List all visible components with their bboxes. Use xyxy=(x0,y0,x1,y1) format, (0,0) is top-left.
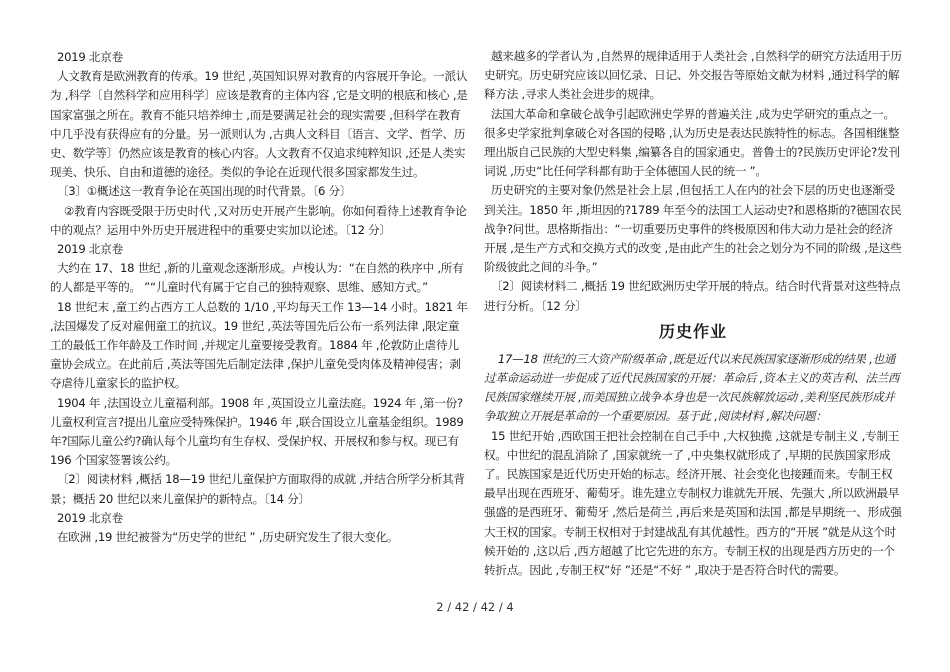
question: 〔3〕①概述这一教育争论在英国出现的时代背景。〔6 分〕 xyxy=(56,184,352,199)
question: ②教育内容既受限于历史时代 ,又对历史开展产生影响。你如何看待上述教育争论中的观点？运用中外历史开展进程中的重要史实加以论述。〔12 分〕 xyxy=(50,203,467,237)
question: 〔2〕阅读材料 ,概括 18—19 世纪儿童保护方面取得的成就 ,并结合所学分析其背景；概括 20 世纪以来儿童保护的新特点。〔14 分〕 xyxy=(50,472,465,506)
paragraph: 1904 年 ,法国设立儿童福利部。1908 年 ,英国设立儿童法庭。1924 年 ,第一份?儿童权利宣言?提出儿童应受特殊保护。1946 年 ,联合国设立儿童基金组织。1989 年?国际儿童公约?确认每个儿童均有生存权、受保护权、开展权和参与权。现已有 196 个国家签署该公约。 xyxy=(50,395,464,468)
intro-paragraph: 17—18 世纪的三大资产阶级革命 ,既是近代以来民族国家逐渐形成的结果 ,也通过革命运动进一步促成了近代民族国家的开展：革命后 ,资本主义的英吉利、法兰西民族国家继续开展 ,而美国独立战争本身也是一次民族解放运动 ,美利坚民族形成并争取独立开展是革命的一个重要原因。基于此 ,阅读材料 ,解决问题： xyxy=(484,351,900,424)
page-number: 2 / 42 / 42 / 4 xyxy=(436,600,514,614)
question: 〔2〕阅读材料二 ,概括 19 世纪欧洲历史学开展的特点。结合时代背景对这些特点进行分析。〔12 分〕 xyxy=(484,279,901,313)
source-tag: 2019 北京卷 xyxy=(56,50,123,64)
paragraph: 15 世纪开始 ,西欧国王把社会控制在自己手中 ,大权独揽 ,这就是专制主义 ,专制王权。中世纪的混乱消除了 ,国家就统一了 ,中央集权就形成了 ,早期的民族国家形成了。民族国家是近代历史开始的标志。经济开展、社会变化也接踵而来。专制王权最早出现在西班牙、葡萄牙。谁先建立专制权力谁就先开展、先强大 ,所以欧洲最早强盛的是西班牙、葡萄牙 ,然后是荷兰 ,再后来是英国和法国 ,都是早期统一、形成强大王权的国家。专制王权相对于封建战乱有其优越性。西方的“开展 ”就是从这个时候开始的 ,这以后 ,西方超越了比它先进的东方。专制王权的出现是西方历史的一个转折点。因此 ,专制王权“好 ”还是“不好 ” ,取决于是否符合时代的需要。 xyxy=(484,428,902,578)
paragraph: 大约在 17、18 世纪 ,新的儿童观念逐渐形成。卢梭认为：“在自然的秩序中 ,所有的人都是平等的。 ”“儿童时代有属于它自己的独特观察、思维、感知方式。” xyxy=(50,261,464,295)
source-tag: 2019 北京卷 xyxy=(56,242,123,257)
paragraph: 历史研究的主要对象仍然是社会上层 ,但包括工人在内的社会下层的历史也逐渐受到关注。1850 年 ,斯坦因的?1789 年至今的法国工人运动史?和恩格斯的?德国农民战争?问世。思格斯指出：“一切重要历史事件的终极原因和伟大动力是社会的经济开展 ,是生产方式和交换方式的改变 ,是由此产生的社会之划分为不同的阶级 ,是这些阶级彼此之间的斗争。” xyxy=(484,183,902,275)
paragraph: 越来越多的学者认为 ,自然界的规律适用于人类社会 ,自然科学的研究方法适用于历史研究。历史研究应该以回忆录、日记、外交报告等原始文献为材料 ,通过科学的解释方法 ,寻求人类社会进步的规律。 xyxy=(484,49,902,102)
paragraph: 法国大革命和拿破仑战争引起欧洲史学界的普遍关注 ,成为史学研究的重点之一。很多史学家批判拿破仑对各国的侵略 ,认为历史是表达民族特性的标志。各国相继整理出版自己民族的大型史料集 ,编纂各自的国家通史。普鲁士的?民族历史评论?发刊词说 ,历史“比任何学科都有助于全体德国人民的统一 ”。 xyxy=(484,106,900,179)
paragraph: 人文教育是欧洲教育的传承。19 世纪 ,英国知识界对教育的内容展开争论。一派认为 ,科学〔自然科学和应用科学〕应该是教育的主体内容 ,它是文明的根底和核心 ,是国家富强之所在。教育不能只培养绅士 ,而是要满足社会的现实需要 ,但科学在教育中几乎没有获得应有的分量。另一派则认为 ,古典人文科目〔语言、文学、哲学、历史、数学等〕仍然应该是教育的核心内容。人文教育不仅追求纯粹知识 ,还是人类实现美、快乐、自由和道德的途径。类似的争论在近现代很多国家都发生过。 xyxy=(50,69,468,180)
paragraph: 18 世纪末 ,童工约占西方工人总数的 1/10 ,平均每天工作 13—14 小时。1821 年 ,法国爆发了反对雇佣童工的抗议。19 世纪 ,英法等国先后公布一系列法律 ,限定童工的最低工作年龄及工作时间 ,并规定儿童要接受教育。1884 年 ,伦敦防止虐待儿童协会成立。在此前后 ,英法等国先后制定法律 ,保护儿童免受肉体及精神侵害；剥夺虐待儿童家长的监护权。 xyxy=(50,299,468,391)
source-tag: 2019 北京卷 xyxy=(56,510,123,525)
left-column xyxy=(50,48,470,547)
section-title: 历史作业 xyxy=(658,321,727,341)
paragraph: 在欧洲 ,19 世纪被誉为“历史学的世纪 ” ,历史研究发生了很大变化。 xyxy=(56,530,399,545)
right-column xyxy=(484,47,902,580)
